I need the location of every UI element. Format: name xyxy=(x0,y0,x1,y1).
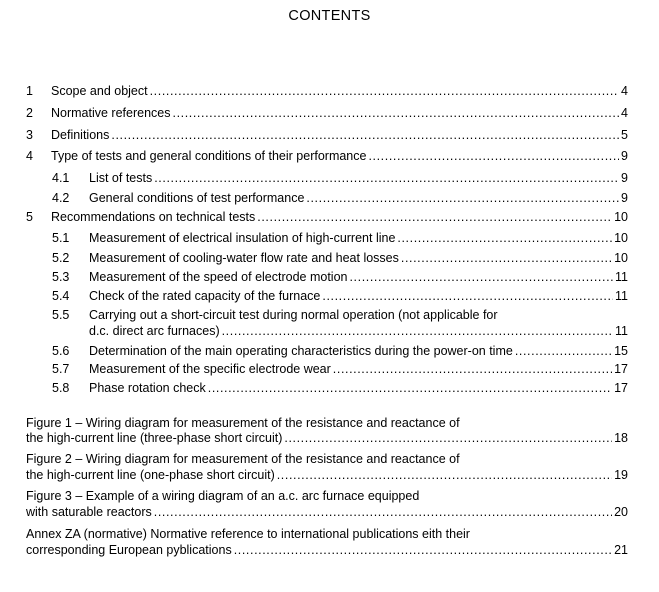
toc-page: 9 xyxy=(621,191,628,205)
toc-number: 5 xyxy=(26,210,33,224)
toc-entry-2[interactable] xyxy=(0,103,659,123)
dot-leader xyxy=(173,103,620,123)
figure-title-line2: with saturable reactors xyxy=(26,505,152,519)
toc-page: 9 xyxy=(621,149,628,163)
dot-leader xyxy=(515,341,612,361)
toc-number: 4.2 xyxy=(52,191,70,205)
toc-number: 3 xyxy=(26,128,33,142)
dot-leader xyxy=(150,81,619,101)
toc-entry-1[interactable] xyxy=(0,81,659,101)
dot-leader xyxy=(401,248,612,268)
figure-title-line1: Figure 1 – Wiring diagram for measurement of the resistance and reactance of xyxy=(26,416,460,430)
figure-page: 18 xyxy=(614,431,628,445)
figure-title-line2: the high-current line (one-phase short circuit) xyxy=(26,468,275,482)
toc-entry-4-2[interactable] xyxy=(0,188,659,208)
toc-page: 5 xyxy=(621,128,628,142)
figure-1-entry-continued[interactable] xyxy=(0,428,659,448)
toc-number: 5.8 xyxy=(52,381,70,395)
figure-2-entry-continued[interactable] xyxy=(0,465,659,485)
toc-label: Determination of the main operating characteristics during the power-on time xyxy=(89,344,513,358)
toc-page: 4 xyxy=(621,106,628,120)
dot-leader xyxy=(222,321,613,341)
figure-page: 19 xyxy=(614,468,628,482)
toc-entry-5-7[interactable] xyxy=(0,359,659,379)
toc-number: 5.2 xyxy=(52,251,70,265)
annex-page: 21 xyxy=(614,543,628,557)
toc-page: 17 xyxy=(614,362,628,376)
dot-leader xyxy=(257,207,612,227)
toc-page: 10 xyxy=(614,251,628,265)
toc-label: Definitions xyxy=(51,128,110,142)
dot-leader xyxy=(208,378,612,398)
toc-page: 17 xyxy=(614,381,628,395)
annex-za-entry-continued[interactable] xyxy=(0,540,659,560)
toc-label: d.c. direct arc furnaces) xyxy=(89,324,220,338)
toc-label: General conditions of test performance xyxy=(89,191,305,205)
toc-number: 4.1 xyxy=(52,171,70,185)
figure-3-entry-continued[interactable] xyxy=(0,502,659,522)
toc-number: 5.6 xyxy=(52,344,70,358)
toc-entry-5-4[interactable] xyxy=(0,286,659,306)
toc-page: 11 xyxy=(615,289,628,303)
toc-entry-5-1[interactable] xyxy=(0,228,659,248)
toc-label: Type of tests and general conditions of their performance xyxy=(51,149,367,163)
toc-label: Measurement of the speed of electrode motion xyxy=(89,270,348,284)
toc-page: 9 xyxy=(621,171,628,185)
page-title: CONTENTS xyxy=(288,8,371,24)
toc-number: 1 xyxy=(26,84,33,98)
toc-page: 4 xyxy=(621,84,628,98)
dot-leader xyxy=(284,428,612,448)
toc-entry-5-2[interactable] xyxy=(0,248,659,268)
toc-page: 11 xyxy=(615,270,628,284)
toc-number: 5.3 xyxy=(52,270,70,284)
toc-page: 11 xyxy=(615,324,628,338)
figure-title-line2: the high-current line (three-phase short circuit) xyxy=(26,431,283,445)
toc-entry-5-6[interactable] xyxy=(0,341,659,361)
figure-title-line1: Figure 3 – Example of a wiring diagram of an a.c. arc furnace equipped xyxy=(26,489,420,503)
toc-entry-3[interactable] xyxy=(0,125,659,145)
toc-label: Normative references xyxy=(51,106,171,120)
toc-entry-5-3[interactable] xyxy=(0,267,659,287)
toc-entry-5-5-continued[interactable] xyxy=(0,321,659,341)
toc-page: 15 xyxy=(614,344,628,358)
toc-number: 2 xyxy=(26,106,33,120)
figure-page: 20 xyxy=(614,505,628,519)
figure-title-line1: Figure 2 – Wiring diagram for measurement of the resistance and reactance of xyxy=(26,452,460,466)
annex-title-line1: Annex ZA (normative) Normative reference to international publications eith their xyxy=(26,527,470,541)
dot-leader xyxy=(349,267,613,287)
dot-leader xyxy=(234,540,612,560)
toc-label: Scope and object xyxy=(51,84,148,98)
toc-number: 5.1 xyxy=(52,231,70,245)
toc-number: 5.7 xyxy=(52,362,70,376)
toc-entry-4-1[interactable] xyxy=(0,168,659,188)
toc-page: 10 xyxy=(614,231,628,245)
toc-label: Measurement of the specific electrode wear xyxy=(89,362,331,376)
toc-entry-5-8[interactable] xyxy=(0,378,659,398)
dot-leader xyxy=(154,168,619,188)
toc-label: Phase rotation check xyxy=(89,381,206,395)
dot-leader xyxy=(322,286,613,306)
dot-leader xyxy=(368,146,619,166)
toc-label: List of tests xyxy=(89,171,153,185)
dot-leader xyxy=(333,359,612,379)
dot-leader xyxy=(277,465,612,485)
toc-label: Recommendations on technical tests xyxy=(51,210,256,224)
toc-label: Check of the rated capacity of the furnace xyxy=(89,289,321,303)
annex-title-line2: corresponding European pyblications xyxy=(26,543,232,557)
dot-leader xyxy=(397,228,612,248)
toc-number: 4 xyxy=(26,149,33,163)
toc-entry-5[interactable] xyxy=(0,207,659,227)
toc-number: 5.4 xyxy=(52,289,70,303)
dot-leader xyxy=(111,125,619,145)
toc-number: 5.5 xyxy=(52,308,70,322)
toc-entry-4[interactable] xyxy=(0,146,659,166)
toc-label: Measurement of cooling-water flow rate and heat losses xyxy=(89,251,399,265)
toc-label: Measurement of electrical insulation of high-current line xyxy=(89,231,396,245)
toc-label-line1: Carrying out a short-circuit test during normal operation (not applicable for xyxy=(89,308,498,322)
dot-leader xyxy=(306,188,619,208)
dot-leader xyxy=(154,502,612,522)
toc-page: 10 xyxy=(614,210,628,224)
